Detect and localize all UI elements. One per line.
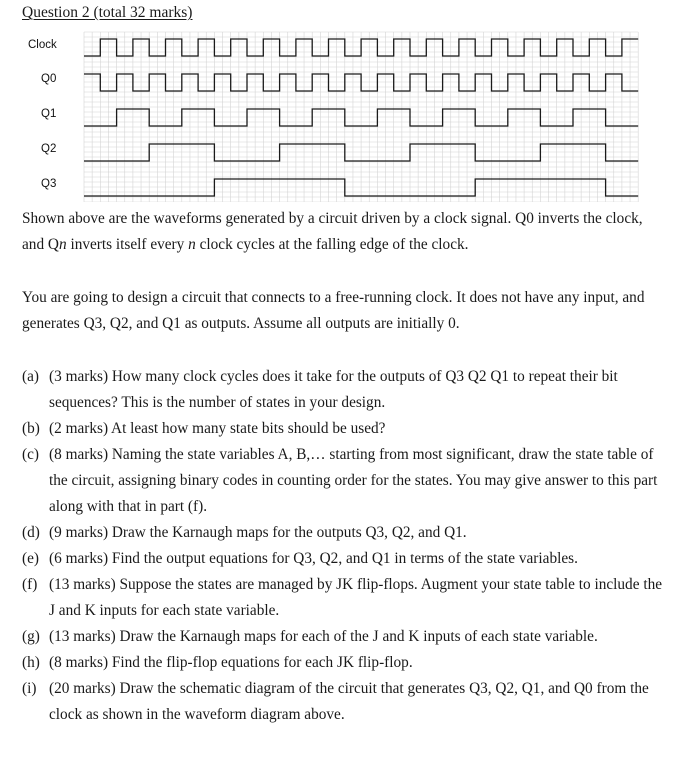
intro-var-n: n [58,236,67,253]
part-text: (2 marks) At least how many state bits should be used? [49,420,386,437]
waveform-svg [22,30,647,202]
part-b [22,416,662,442]
intro-text-a: Shown above are the waveforms generated by a circuit driven by a clock signal. Q0 inverts the clock, and Q [22,210,643,253]
part-e [22,546,662,572]
intro-paragraph-2: You are going to design a circuit that connects to a free-running clock. It does not have any input, and generates Q3, Q2, and Q1 as outputs. Assume all outputs are initially 0. [22,289,645,332]
part-d [22,520,662,546]
part-f [22,572,662,624]
part-label: (g) [22,628,40,645]
part-label: (b) [22,420,40,437]
signal-label-q3: Q3 [41,178,57,190]
part-g [22,624,662,650]
signal-label-q2: Q2 [41,143,57,155]
part-text: (6 marks) Find the output equations for Q3, Q2, and Q1 in terms of the state variables. [49,550,578,567]
part-i [22,676,662,728]
part-text: (8 marks) Naming the state variables A, B,… starting from most significant, draw the state table of the circuit, assigning binary codes in counting order for the states. You may give answer to this part along with that in part (f). [49,446,658,515]
part-label: (h) [22,654,40,671]
intro-text-b: inverts itself every [66,236,189,253]
waveform-diagram [22,30,647,202]
intro-paragraph-1 [22,206,652,258]
signal-label-clock: Clock [28,39,57,51]
part-label: (c) [22,446,39,463]
signal-label-q0: Q0 [41,73,57,85]
part-text: (13 marks) Suppose the states are managed by JK flip-flops. Augment your state table to include the J and K inputs for each state variable. [49,576,663,619]
part-label: (i) [22,680,37,697]
part-label: (e) [22,550,39,567]
part-text: (3 marks) How many clock cycles does it take for the outputs of Q3 Q2 Q1 to repeat their bit sequences? This is the number of states in your design. [49,368,618,411]
waveform-clock [84,39,638,56]
intro-var-n2: n [188,236,196,253]
waveform-q0 [84,74,638,91]
part-text: (9 marks) Draw the Karnaugh maps for the outputs Q3, Q2, and Q1. [49,524,467,541]
intro-text-c: clock cycles at the falling edge of the clock. [195,236,469,253]
question-parts [22,364,662,728]
part-c [22,442,662,520]
waveform-grid [84,32,638,202]
part-label: (f) [22,576,38,593]
part-text: (8 marks) Find the flip-flop equations for each JK flip-flop. [49,654,413,671]
part-text: (13 marks) Draw the Karnaugh maps for each of the J and K inputs of each state variable. [49,628,598,645]
part-label: (a) [22,368,39,385]
signal-label-q1: Q1 [41,108,57,120]
part-a [22,364,662,416]
question-title: Question 2 (total 32 marks) [22,4,193,21]
part-text: (20 marks) Draw the schematic diagram of the circuit that generates Q3, Q2, Q1, and Q0 from the clock as shown in the waveform diagram above. [49,680,649,723]
part-h [22,650,662,676]
part-label: (d) [22,524,40,541]
